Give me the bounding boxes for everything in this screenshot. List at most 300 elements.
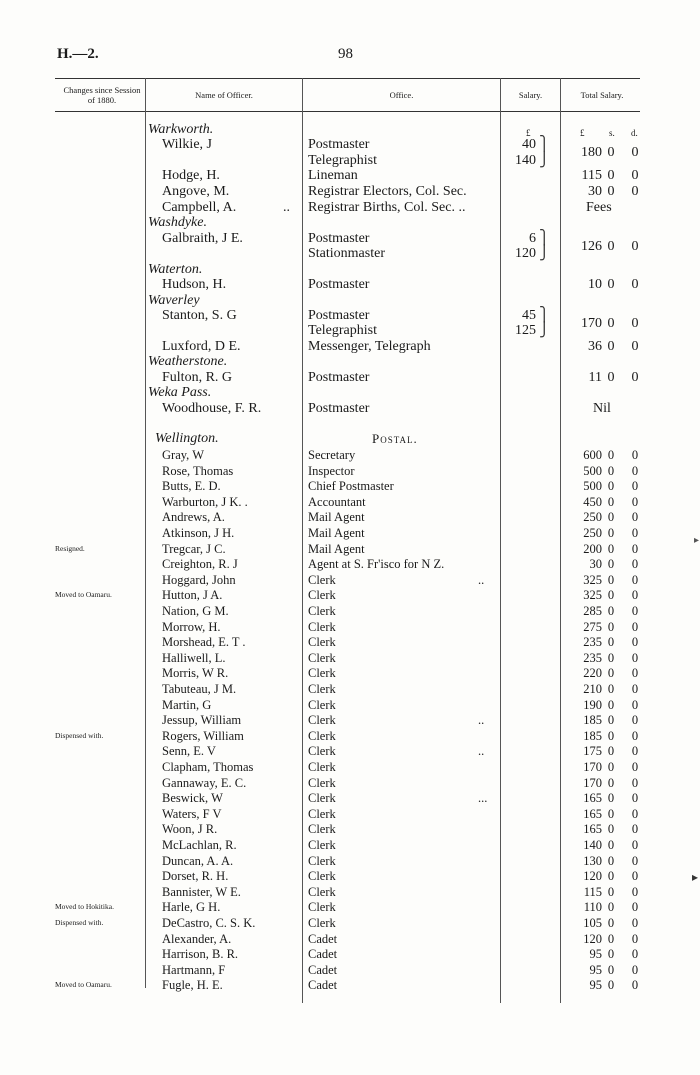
- place-heading: [0, 293, 700, 309]
- office-title: Clerk: [308, 619, 336, 634]
- table-row: [0, 962, 700, 978]
- total-shillings: 0: [607, 184, 615, 199]
- total-pence: 0: [631, 635, 639, 650]
- officer-name: Hartmann, F: [162, 962, 226, 977]
- total-shillings: 0: [607, 775, 615, 790]
- officer-name: Duncan, A. A.: [162, 853, 234, 868]
- total-shillings: 0: [607, 588, 615, 603]
- officer-name: Rose, Thomas: [162, 463, 234, 478]
- total-pound-unit: £: [580, 128, 585, 138]
- office-title: Registrar Electors, Col. Sec.: [308, 184, 467, 199]
- officer-name: Andrews, A.: [162, 510, 225, 525]
- officer-name: Woon, J R.: [162, 822, 218, 837]
- total-shillings: 0: [607, 463, 615, 478]
- total-shillings: 0: [607, 494, 615, 509]
- officer-name: Waters, F V: [162, 806, 222, 821]
- total-shillings: 0: [607, 370, 615, 385]
- officer-name: Rogers, William: [162, 728, 244, 743]
- officer-name: Halliwell, L.: [162, 650, 226, 665]
- total-pence: 0: [631, 316, 639, 331]
- officer-row-continued: [0, 246, 700, 262]
- change-note: Dispensed with.: [55, 730, 104, 740]
- total-shillings: 0: [607, 168, 615, 183]
- total-shillings: 0: [607, 744, 615, 759]
- total-shillings: 0: [607, 713, 615, 728]
- total-pence: 0: [631, 277, 639, 292]
- total-pounds: 220: [583, 666, 602, 681]
- total-pounds: 115: [581, 168, 602, 183]
- officer-name: Gray, W: [162, 448, 204, 462]
- total-pence: 0: [631, 682, 639, 696]
- column-header-office: Office.: [389, 90, 414, 100]
- brace-bottom-icon: ⎭: [539, 323, 550, 338]
- total-pence: 0: [631, 604, 639, 618]
- salary-value: 40: [522, 137, 536, 152]
- total-shillings: 0: [607, 145, 615, 160]
- total-shillings: 0: [607, 448, 615, 462]
- place-heading: [0, 354, 700, 370]
- column-header-total-salary: Total Salary.: [580, 90, 624, 100]
- office-title: Postmaster: [308, 401, 370, 416]
- total-pence: 0: [631, 728, 639, 743]
- place-heading: [0, 122, 700, 138]
- total-pence: 0: [631, 510, 639, 525]
- office-title: Clerk: [308, 775, 336, 790]
- total-pence: 0: [631, 666, 639, 681]
- total-pounds: 170: [583, 775, 602, 790]
- office-title: Postmaster: [308, 308, 370, 323]
- officer-name: Fulton, R. G: [162, 370, 233, 385]
- officer-name: Fugle, H. E.: [162, 978, 223, 993]
- office-title: Clerk: [308, 650, 336, 665]
- total-pounds: 285: [583, 604, 602, 618]
- total-pounds: 500: [583, 479, 602, 494]
- total-pence: 0: [631, 526, 639, 540]
- officer-row: [0, 184, 700, 200]
- total-pounds: 110: [583, 900, 602, 915]
- officer-name: Atkinson, J H.: [162, 526, 235, 540]
- total-pounds: 200: [583, 541, 602, 556]
- office-title: Postmaster: [308, 137, 370, 152]
- total-pence: 0: [631, 916, 639, 930]
- total-pounds: 190: [583, 697, 602, 712]
- officer-name: Galbraith, J E.: [162, 231, 243, 246]
- officer-name: Harrison, B. R.: [162, 947, 239, 962]
- officer-row: [0, 339, 700, 355]
- leader-dots: ..: [478, 713, 485, 728]
- total-pence: 0: [631, 838, 639, 852]
- office-title: Agent at S. Fr'isco for N Z.: [308, 557, 445, 572]
- officer-row: [0, 137, 700, 160]
- change-note: Moved to Oamaru.: [55, 980, 112, 990]
- salary-value: 125: [515, 323, 536, 338]
- office-title: Telegraphist: [308, 153, 377, 168]
- office-title: Mail Agent: [308, 526, 365, 540]
- office-title: Chief Postmaster: [308, 479, 394, 494]
- total-pounds: 210: [583, 682, 602, 696]
- officer-name: Hudson, H.: [162, 277, 227, 292]
- officer-name: Alexander, A.: [162, 931, 232, 946]
- leader-dots: ...: [478, 791, 488, 806]
- officer-name: Hodge, H.: [162, 168, 220, 183]
- table-row: [0, 447, 700, 463]
- table-row: [0, 665, 700, 681]
- page-speck: ▸: [694, 535, 700, 546]
- leader-dots: ..: [478, 572, 485, 587]
- total-pounds: 126: [581, 239, 602, 254]
- brace-bottom-icon: ⎭: [539, 246, 550, 261]
- officer-name: Nation, G M.: [162, 604, 229, 618]
- place-name: Waverley: [148, 293, 200, 308]
- table-top-rule: [55, 78, 640, 79]
- total-pounds: 180: [581, 145, 602, 160]
- officer-row: [0, 370, 700, 386]
- total-pounds: 500: [583, 463, 602, 478]
- total-pence: 0: [631, 869, 639, 884]
- total-pounds: 250: [583, 510, 602, 525]
- place-name: Washdyke.: [148, 215, 207, 230]
- table-row: [0, 587, 700, 603]
- office-title: Clerk: [308, 604, 336, 618]
- office-title: Clerk: [308, 760, 336, 774]
- total-shillings: 0: [607, 682, 615, 696]
- total-pounds: 235: [583, 635, 602, 650]
- table-header-rule: [55, 111, 640, 112]
- page-speck: ▸: [692, 870, 699, 884]
- leader-dots: ..: [478, 744, 485, 759]
- office-title: Postmaster: [308, 370, 370, 385]
- table-row: [0, 712, 700, 728]
- office-title: Inspector: [308, 463, 355, 478]
- table-row: [0, 790, 700, 806]
- officer-name: Warburton, J K. .: [162, 494, 248, 509]
- total-shillings: 0: [607, 791, 615, 806]
- officer-name: McLachlan, R.: [162, 838, 237, 852]
- total-pounds: 130: [583, 853, 602, 868]
- total-shillings: 0: [607, 510, 615, 525]
- total-pounds: 165: [583, 791, 602, 806]
- total-pounds: 120: [583, 869, 602, 884]
- office-title: Clerk: [308, 806, 336, 821]
- total-shillings: 0: [607, 572, 615, 587]
- total-pence: 0: [631, 145, 639, 160]
- total-nil: Nil: [593, 401, 611, 416]
- table-row: [0, 931, 700, 947]
- total-shillings: 0: [607, 479, 615, 494]
- total-shillings: 0: [607, 604, 615, 618]
- officer-name: Morshead, E. T .: [162, 635, 246, 650]
- place-name: Weka Pass.: [148, 385, 212, 400]
- total-pence: 0: [631, 931, 639, 946]
- total-shillings: 0: [607, 947, 615, 962]
- total-pounds: 250: [583, 526, 602, 540]
- table-row: [0, 681, 700, 697]
- change-note: Dispensed with.: [55, 918, 104, 927]
- office-title: Clerk: [308, 853, 336, 868]
- total-pounds: 10: [588, 277, 602, 292]
- total-shillings: 0: [607, 316, 615, 331]
- officer-name: Morrow, H.: [162, 619, 221, 634]
- total-pounds: 95: [589, 947, 602, 962]
- office-title: Clerk: [308, 744, 336, 759]
- officer-name: Stanton, S. G: [162, 308, 237, 323]
- table-row: [0, 463, 700, 479]
- office-title: Clerk: [308, 713, 336, 728]
- office-title: Clerk: [308, 682, 336, 696]
- total-pounds: 450: [583, 494, 602, 509]
- total-pounds: 325: [583, 588, 602, 603]
- officer-name: Gannaway, E. C.: [162, 775, 247, 790]
- place-heading: [0, 431, 700, 447]
- officer-name: Wilkie, J: [162, 137, 212, 152]
- officer-name: Woodhouse, F. R.: [162, 401, 262, 416]
- table-row: [0, 946, 700, 962]
- total-pounds: 275: [583, 619, 602, 634]
- office-title: Clerk: [308, 697, 336, 712]
- officer-name: Bannister, W E.: [162, 884, 241, 899]
- table-row: [0, 915, 700, 931]
- office-title: Mail Agent: [308, 510, 365, 525]
- place-name: Weatherstone.: [148, 354, 228, 369]
- table-row: [0, 478, 700, 494]
- total-pence: 0: [631, 541, 639, 556]
- table-row: [0, 634, 700, 650]
- officer-row: [0, 277, 700, 293]
- total-pounds: 120: [583, 931, 602, 946]
- total-shillings: 0: [607, 277, 615, 292]
- table-row: [0, 853, 700, 869]
- total-pence: 0: [631, 713, 639, 728]
- office-title: Clerk: [308, 822, 336, 837]
- officer-name: Beswick, W: [162, 791, 223, 806]
- office-title: Mail Agent: [308, 541, 365, 556]
- office-title: Cadet: [308, 947, 338, 962]
- office-title: Postmaster: [308, 231, 370, 246]
- table-row: [0, 759, 700, 775]
- officer-name: Morris, W R.: [162, 666, 229, 681]
- total-shillings: 0: [607, 666, 615, 681]
- office-title: Clerk: [308, 869, 336, 884]
- total-shillings: 0: [607, 884, 615, 899]
- place-heading: [0, 262, 700, 278]
- column-header-changes: Changes since Session of 1880.: [63, 85, 141, 105]
- total-shillings: 0: [607, 838, 615, 852]
- office-title: Clerk: [308, 666, 336, 681]
- office-title: Clerk: [308, 791, 336, 806]
- total-pence: 0: [631, 744, 639, 759]
- table-row: [0, 884, 700, 900]
- officer-name: Harle, G H.: [162, 900, 221, 915]
- office-title: Accountant: [308, 494, 366, 509]
- table-row: [0, 977, 700, 993]
- office-title: Secretary: [308, 448, 356, 462]
- total-pounds: 105: [583, 916, 602, 930]
- leader-dots: ..: [283, 200, 290, 215]
- total-pence: 0: [631, 697, 639, 712]
- place-heading: [0, 385, 700, 401]
- officer-name: Angove, M.: [162, 184, 230, 199]
- total-pence: 0: [631, 822, 639, 837]
- officer-name: Hoggard, John: [162, 572, 236, 587]
- table-row: [0, 541, 700, 557]
- officer-name: Jessup, William: [162, 713, 242, 728]
- table-row: [0, 619, 700, 635]
- office-title: Clerk: [308, 588, 336, 603]
- total-pence: 0: [631, 168, 639, 183]
- change-note: Resigned.: [55, 543, 85, 553]
- total-pence: 0: [631, 588, 639, 603]
- table-row: [0, 494, 700, 510]
- total-shillings: 0: [607, 853, 615, 868]
- total-pence: 0: [631, 494, 639, 509]
- officer-name: Senn, E. V: [162, 744, 216, 759]
- brace-top-icon: ⎫: [539, 231, 550, 246]
- salary-value: 6: [529, 231, 536, 246]
- office-title: Clerk: [308, 838, 336, 852]
- total-shillings: 0: [607, 822, 615, 837]
- table-row: [0, 509, 700, 525]
- total-shillings: 0: [607, 962, 615, 977]
- officer-name: Butts, E. D.: [162, 479, 221, 494]
- total-shillings: 0: [607, 978, 615, 993]
- total-pence: 0: [631, 760, 639, 774]
- column-header-name: Name of Officer.: [195, 90, 253, 100]
- brace-bottom-icon: ⎭: [539, 153, 550, 168]
- officer-row-continued: [0, 323, 700, 339]
- officer-row-continued: [0, 153, 700, 169]
- table-row: [0, 556, 700, 572]
- table-row: [0, 806, 700, 822]
- total-pence: 0: [631, 900, 639, 915]
- total-shillings: 0: [607, 728, 615, 743]
- office-title: Postmaster: [308, 277, 370, 292]
- total-pence: 0: [631, 853, 639, 868]
- total-pounds: 165: [583, 806, 602, 821]
- change-note: Moved to Hokitika.: [55, 902, 114, 912]
- total-pounds: 325: [583, 572, 602, 587]
- column-header-salary: Salary.: [518, 90, 543, 100]
- office-title: Lineman: [308, 168, 358, 183]
- total-pounds: 140: [583, 838, 602, 852]
- officer-name: Martin, G: [162, 697, 212, 712]
- officer-name: Campbell, A.: [162, 200, 237, 215]
- office-title: Cadet: [308, 931, 338, 946]
- total-shillings: 0: [607, 619, 615, 634]
- office-title: Telegraphist: [308, 323, 377, 338]
- table-row: [0, 743, 700, 759]
- total-pence: 0: [631, 806, 639, 821]
- table-row: [0, 572, 700, 588]
- officer-name: Dorset, R. H.: [162, 869, 229, 884]
- table-row: [0, 775, 700, 791]
- brace-top-icon: ⎫: [539, 308, 550, 323]
- total-pence: 0: [631, 775, 639, 790]
- officer-name: Luxford, D E.: [162, 339, 241, 354]
- total-pence: 0: [631, 947, 639, 962]
- place-name: Warkworth.: [148, 122, 214, 137]
- salary-value: 140: [515, 153, 536, 168]
- officer-name: Tabuteau, J M.: [162, 682, 237, 696]
- officer-name: Clapham, Thomas: [162, 760, 254, 774]
- total-pence: 0: [631, 962, 639, 977]
- office-title: Clerk: [308, 572, 336, 587]
- total-pence: 0: [631, 448, 639, 462]
- total-shillings: 0: [607, 526, 615, 540]
- office-title: Clerk: [308, 728, 336, 743]
- total-shillings: 0: [607, 900, 615, 915]
- total-pence: 0: [631, 557, 639, 572]
- office-title: Messenger, Telegraph: [308, 339, 431, 354]
- office-title: Clerk: [308, 916, 336, 930]
- total-pounds: 36: [588, 339, 602, 354]
- total-pounds: 185: [583, 713, 602, 728]
- total-pounds: 115: [583, 884, 602, 899]
- officer-row: [0, 168, 700, 184]
- total-pence: 0: [631, 978, 639, 993]
- total-shillings: 0: [607, 697, 615, 712]
- total-shilling-unit: s.: [609, 128, 615, 138]
- document-reference: H.—2.: [57, 46, 99, 62]
- salary-pound-unit: £: [526, 128, 531, 138]
- place-name: Wellington.: [155, 431, 219, 446]
- total-pence: 0: [631, 339, 639, 354]
- total-shillings: 0: [607, 635, 615, 650]
- total-pence: 0: [631, 791, 639, 806]
- total-shillings: 0: [607, 339, 615, 354]
- office-title: Clerk: [308, 900, 336, 915]
- salary-value: 45: [522, 308, 536, 323]
- total-shillings: 0: [607, 760, 615, 774]
- officer-row: [0, 200, 700, 216]
- table-row: [0, 603, 700, 619]
- total-pence: 0: [631, 370, 639, 385]
- office-title: Stationmaster: [308, 246, 385, 261]
- office-title: Clerk: [308, 635, 336, 650]
- total-shillings: 0: [607, 239, 615, 254]
- total-pounds: 235: [583, 650, 602, 665]
- total-pence: 0: [631, 479, 639, 494]
- officer-name: Hutton, J A.: [162, 588, 223, 603]
- officer-name: DeCastro, C. S. K.: [162, 916, 256, 930]
- total-pounds: 185: [583, 728, 602, 743]
- total-shillings: 0: [607, 557, 615, 572]
- officer-name: Tregcar, J C.: [162, 541, 226, 556]
- total-pence: 0: [631, 463, 639, 478]
- table-row: [0, 899, 700, 915]
- place-name: Waterton.: [148, 262, 203, 277]
- table-row: [0, 728, 700, 744]
- total-shillings: 0: [607, 650, 615, 665]
- total-pounds: 11: [588, 370, 602, 385]
- officer-name: Creighton, R. J: [162, 557, 238, 572]
- total-pence: 0: [631, 884, 639, 899]
- total-shillings: 0: [607, 869, 615, 884]
- total-shillings: 0: [607, 931, 615, 946]
- total-pence: 0: [631, 650, 639, 665]
- total-pounds: 30: [588, 184, 602, 199]
- total-pounds: 175: [583, 744, 602, 759]
- table-row: [0, 837, 700, 853]
- total-pounds: 95: [589, 978, 602, 993]
- total-pounds: 600: [583, 448, 602, 462]
- total-pounds: 30: [589, 557, 602, 572]
- total-pence: 0: [631, 239, 639, 254]
- total-pence: 0: [631, 184, 639, 199]
- table-row: [0, 697, 700, 713]
- salary-value: 120: [515, 246, 536, 261]
- total-shillings: 0: [607, 541, 615, 556]
- brace-top-icon: ⎫: [539, 137, 550, 152]
